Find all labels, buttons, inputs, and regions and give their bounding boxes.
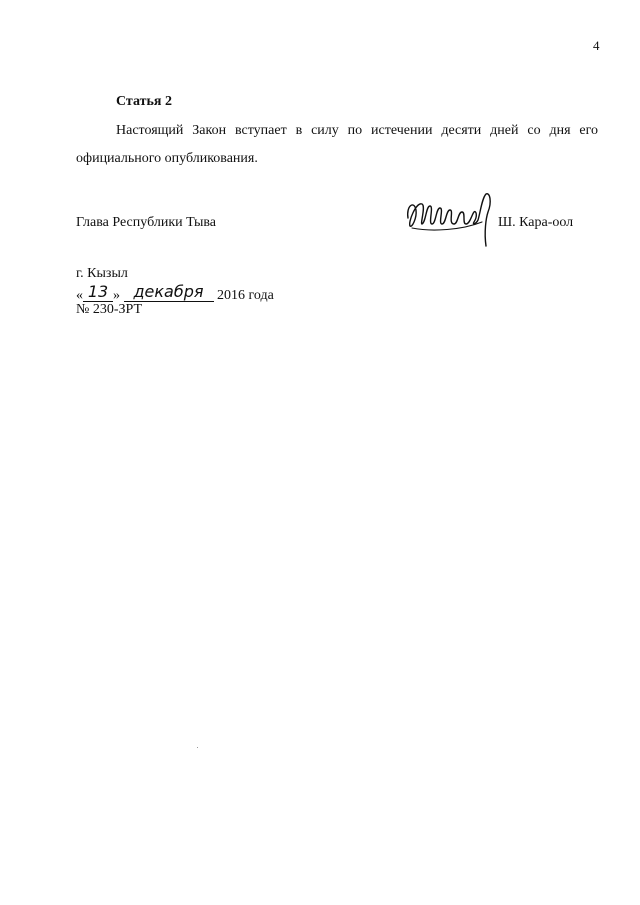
signer-name: Ш. Кара-оол [498, 215, 574, 230]
article-heading: Статья 2 [116, 94, 172, 109]
city: г. Кызыл [76, 266, 128, 281]
date-year: 2016 года [217, 288, 274, 303]
article-text-line-1: Настоящий Закон вступает в силу по истечении десяти дней со дня его [116, 123, 598, 138]
handwritten-signature [402, 188, 497, 253]
date-day: 13 [83, 282, 113, 302]
scan-speck [197, 747, 198, 748]
page-number: 4 [593, 38, 600, 53]
signer-title: Глава Республики Тыва [76, 215, 217, 230]
date-month: декабря [124, 282, 214, 302]
signing-date [76, 284, 274, 304]
law-number: № 230-ЗРТ [76, 302, 143, 317]
article-text [76, 117, 598, 173]
quote-open: « [76, 288, 83, 303]
quote-close: » [113, 288, 120, 303]
article-text-line-2: официального опубликования. [76, 151, 258, 166]
